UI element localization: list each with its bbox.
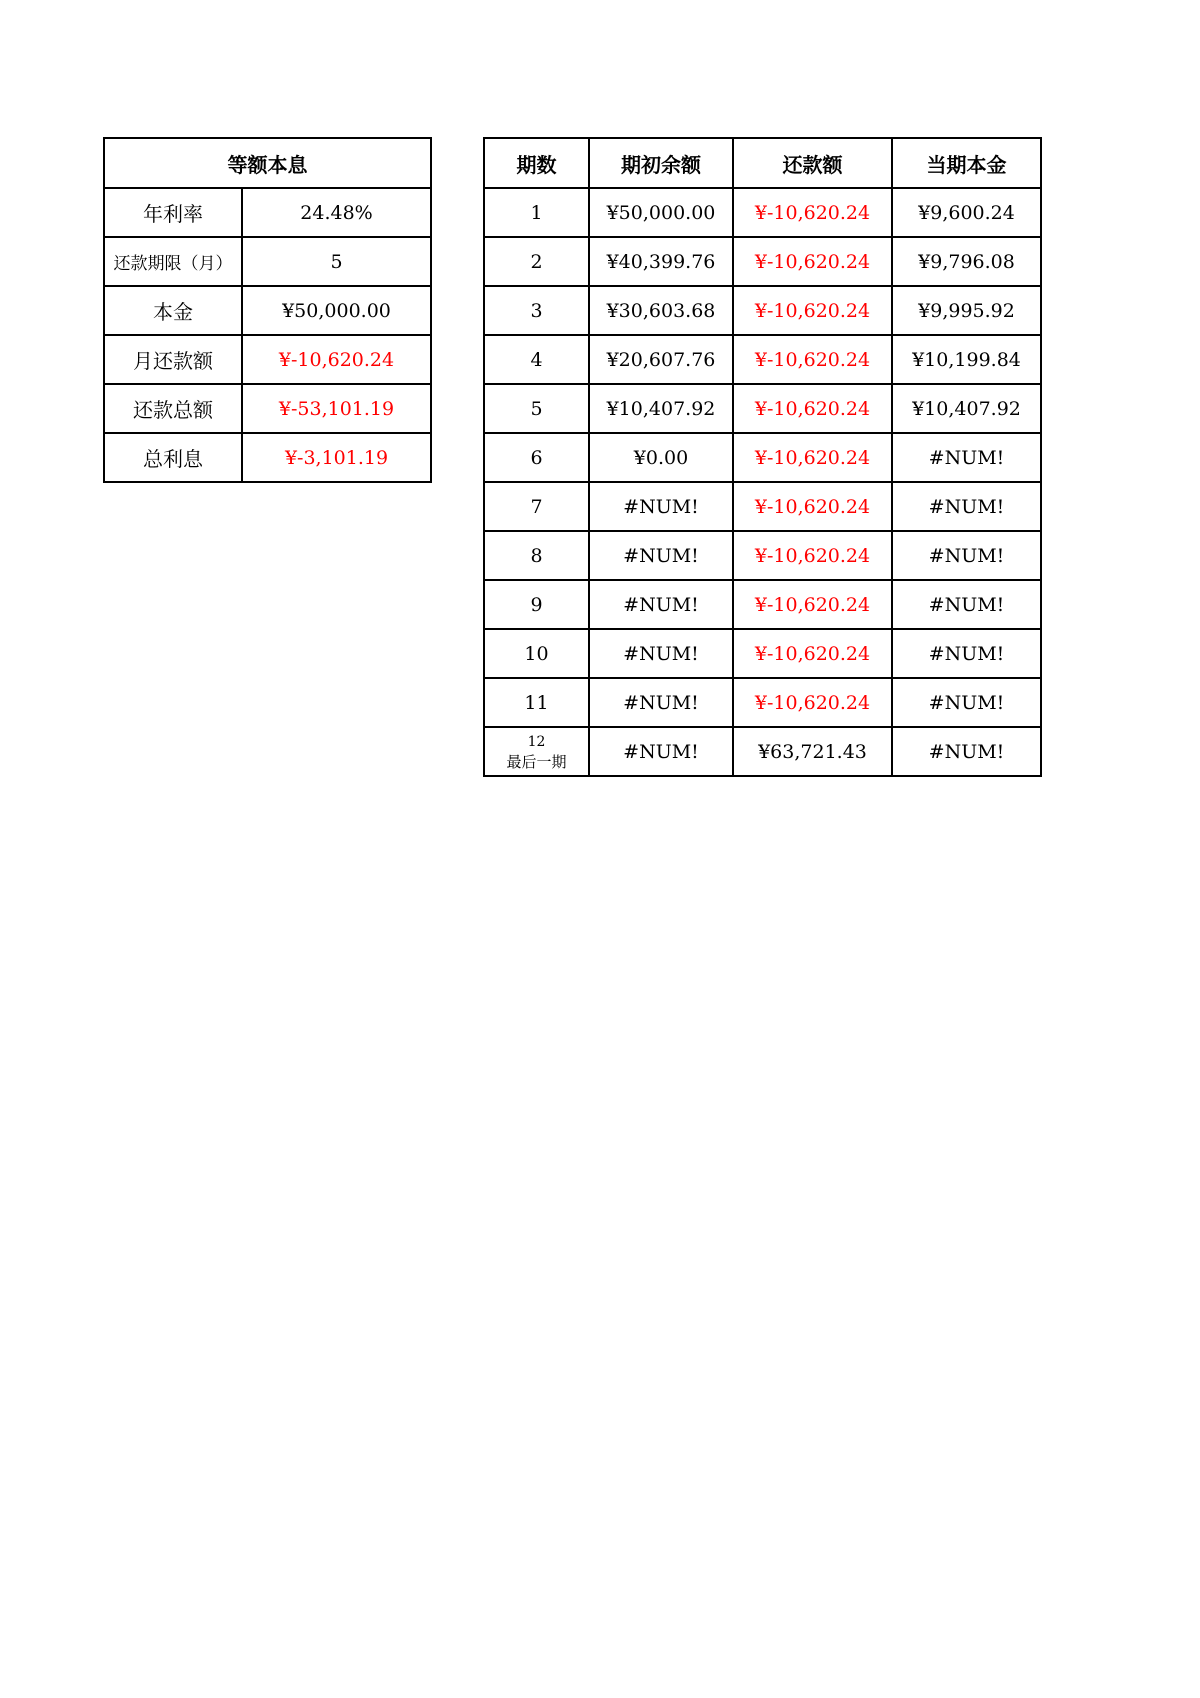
payment-cell[interactable]: ¥63,721.43 — [733, 727, 892, 776]
principal-cell[interactable]: ¥10,199.84 — [892, 335, 1041, 384]
payment-cell[interactable]: ¥-10,620.24 — [733, 237, 892, 286]
period-cell[interactable]: 4 — [484, 335, 589, 384]
summary-value-cell[interactable]: ¥-53,101.19 — [242, 384, 431, 433]
summary-header-row — [104, 138, 431, 188]
payment-cell[interactable]: ¥-10,620.24 — [733, 188, 892, 237]
opening-balance-cell[interactable]: ¥20,607.76 — [589, 335, 733, 384]
repayment-schedule-table — [483, 137, 1042, 777]
payment-cell[interactable]: ¥-10,620.24 — [733, 335, 892, 384]
schedule-row — [484, 384, 1041, 433]
opening-balance-cell[interactable]: #NUM! — [589, 678, 733, 727]
payment-cell[interactable]: ¥-10,620.24 — [733, 580, 892, 629]
opening-balance-cell[interactable]: #NUM! — [589, 482, 733, 531]
summary-value-cell[interactable]: 24.48% — [242, 188, 431, 237]
period-cell[interactable]: 6 — [484, 433, 589, 482]
summary-row — [104, 433, 431, 482]
principal-cell[interactable]: #NUM! — [892, 727, 1041, 776]
period-cell[interactable]: 5 — [484, 384, 589, 433]
schedule-row — [484, 433, 1041, 482]
principal-cell[interactable]: #NUM! — [892, 433, 1041, 482]
summary-row — [104, 237, 431, 286]
schedule-row — [484, 531, 1041, 580]
payment-cell[interactable]: ¥-10,620.24 — [733, 433, 892, 482]
summary-label-cell[interactable]: 还款期限（月） — [104, 237, 242, 286]
principal-cell[interactable]: #NUM! — [892, 531, 1041, 580]
schedule-header-row — [484, 138, 1041, 188]
summary-value-cell[interactable]: ¥-10,620.24 — [242, 335, 431, 384]
opening-balance-cell[interactable]: #NUM! — [589, 531, 733, 580]
summary-value-cell[interactable]: 5 — [242, 237, 431, 286]
summary-row — [104, 286, 431, 335]
opening-balance-cell[interactable]: ¥0.00 — [589, 433, 733, 482]
loan-summary-table — [103, 137, 432, 483]
principal-cell[interactable]: ¥9,600.24 — [892, 188, 1041, 237]
summary-value-cell[interactable]: ¥50,000.00 — [242, 286, 431, 335]
period-cell[interactable]: 9 — [484, 580, 589, 629]
opening-balance-cell[interactable]: ¥50,000.00 — [589, 188, 733, 237]
summary-label-cell[interactable]: 本金 — [104, 286, 242, 335]
header-payment[interactable]: 还款额 — [733, 138, 892, 188]
opening-balance-cell[interactable]: #NUM! — [589, 629, 733, 678]
principal-cell[interactable]: #NUM! — [892, 678, 1041, 727]
schedule-row — [484, 237, 1041, 286]
principal-cell[interactable]: ¥10,407.92 — [892, 384, 1041, 433]
principal-cell[interactable]: #NUM! — [892, 580, 1041, 629]
opening-balance-cell[interactable]: ¥40,399.76 — [589, 237, 733, 286]
period-cell[interactable]: 1 — [484, 188, 589, 237]
schedule-row — [484, 482, 1041, 531]
payment-cell[interactable]: ¥-10,620.24 — [733, 286, 892, 335]
schedule-row — [484, 629, 1041, 678]
period-cell[interactable] — [484, 727, 589, 776]
summary-row — [104, 335, 431, 384]
summary-value-cell[interactable]: ¥-3,101.19 — [242, 433, 431, 482]
principal-cell[interactable]: #NUM! — [892, 482, 1041, 531]
payment-cell[interactable]: ¥-10,620.24 — [733, 531, 892, 580]
payment-cell[interactable]: ¥-10,620.24 — [733, 384, 892, 433]
period-cell[interactable]: 8 — [484, 531, 589, 580]
schedule-row — [484, 286, 1041, 335]
opening-balance-cell[interactable]: ¥30,603.68 — [589, 286, 733, 335]
header-principal[interactable]: 当期本金 — [892, 138, 1041, 188]
principal-cell[interactable]: #NUM! — [892, 629, 1041, 678]
summary-title[interactable]: 等额本息 — [104, 138, 431, 188]
payment-cell[interactable]: ¥-10,620.24 — [733, 678, 892, 727]
header-opening-balance[interactable]: 期初余额 — [589, 138, 733, 188]
principal-cell[interactable]: ¥9,796.08 — [892, 237, 1041, 286]
summary-label-cell[interactable]: 还款总额 — [104, 384, 242, 433]
schedule-row — [484, 678, 1041, 727]
period-note: 最后一期 — [506, 752, 567, 771]
opening-balance-cell[interactable]: #NUM! — [589, 727, 733, 776]
principal-cell[interactable]: ¥9,995.92 — [892, 286, 1041, 335]
payment-cell[interactable]: ¥-10,620.24 — [733, 482, 892, 531]
period-cell[interactable]: 10 — [484, 629, 589, 678]
schedule-row — [484, 580, 1041, 629]
period-cell[interactable]: 3 — [484, 286, 589, 335]
summary-row — [104, 188, 431, 237]
period-number: 12 — [527, 733, 546, 750]
period-cell[interactable]: 11 — [484, 678, 589, 727]
opening-balance-cell[interactable]: ¥10,407.92 — [589, 384, 733, 433]
summary-label-cell[interactable]: 总利息 — [104, 433, 242, 482]
schedule-row-last — [484, 727, 1041, 776]
summary-row — [104, 384, 431, 433]
header-period[interactable]: 期数 — [484, 138, 589, 188]
summary-label-cell[interactable]: 月还款额 — [104, 335, 242, 384]
payment-cell[interactable]: ¥-10,620.24 — [733, 629, 892, 678]
schedule-row — [484, 188, 1041, 237]
opening-balance-cell[interactable]: #NUM! — [589, 580, 733, 629]
summary-label-cell[interactable]: 年利率 — [104, 188, 242, 237]
period-cell[interactable]: 2 — [484, 237, 589, 286]
period-cell[interactable]: 7 — [484, 482, 589, 531]
schedule-row — [484, 335, 1041, 384]
